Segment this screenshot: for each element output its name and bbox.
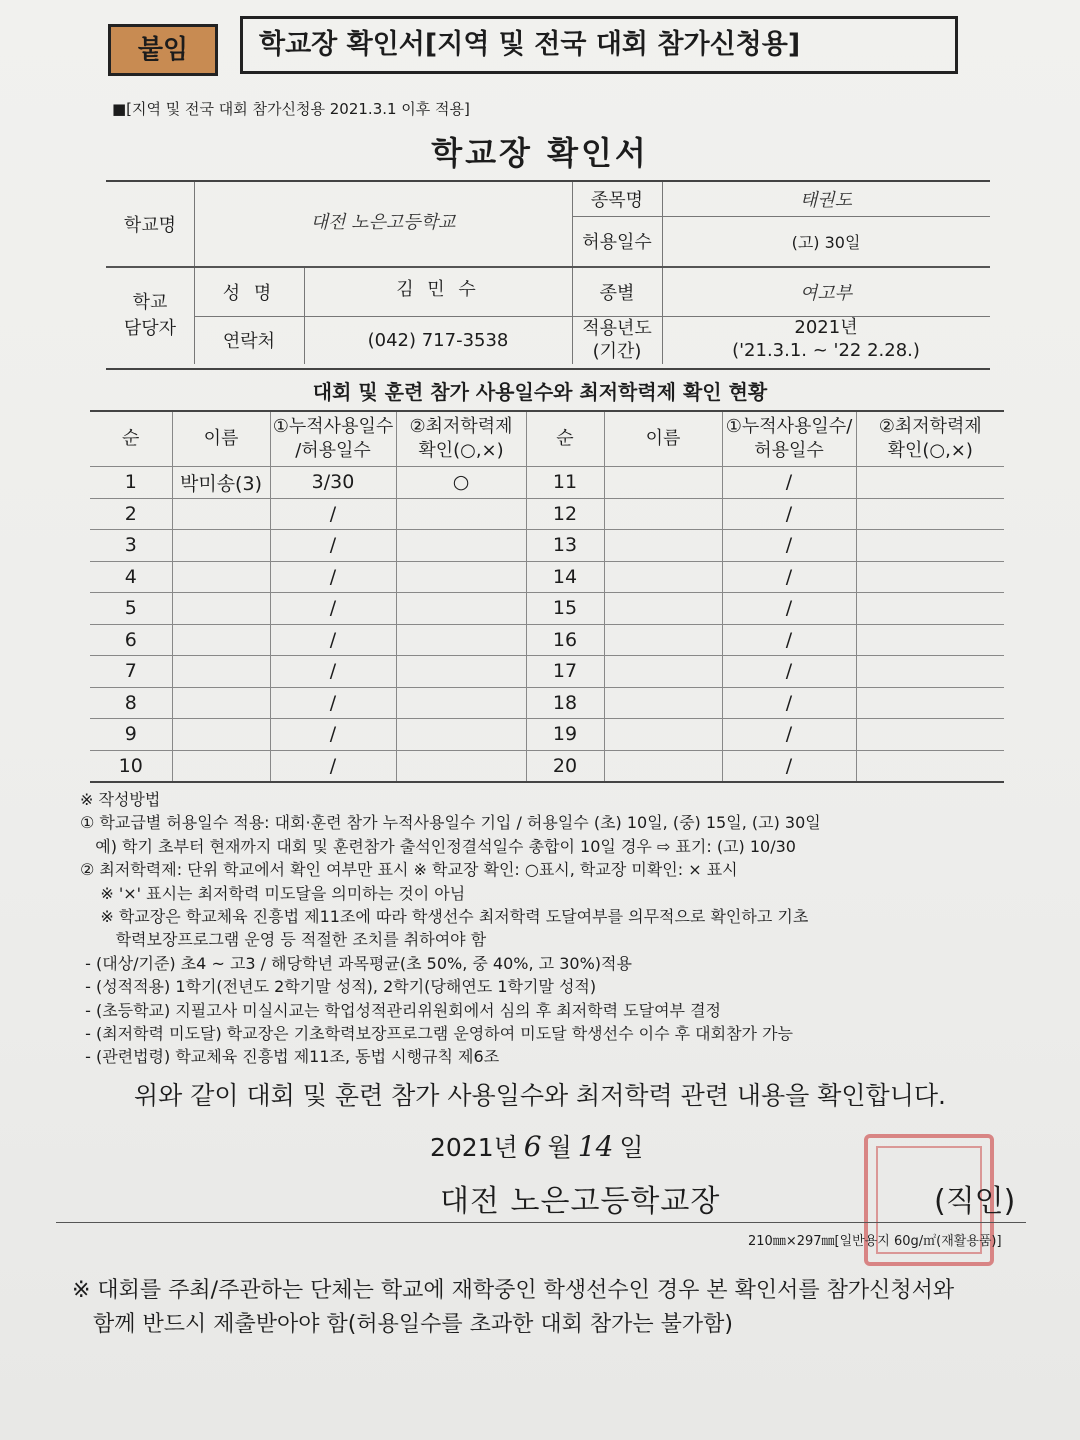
school-name-value: 대전 노은고등학교 <box>310 212 456 233</box>
allowed-days-value: (고) 30일 <box>791 232 861 252</box>
cell-name <box>172 593 270 625</box>
note-line: ① 학교급별 허용일수 적용: 대회·훈련 참가 누적사용일수 기입 / 허용일수 (초) 10일, (중) 15일, (고) 30일 <box>80 813 821 833</box>
cell-days: / <box>270 498 396 530</box>
bottom-divider <box>56 1222 1026 1223</box>
cell-ok2 <box>856 530 1004 562</box>
note-line: - (성적적용) 1학기(전년도 2학기말 성적), 2학기(당해연도 1학기말 성적) <box>80 977 597 997</box>
date-month: 6 <box>523 1130 542 1163</box>
cell-n2: 15 <box>526 593 604 625</box>
header-name: 이름 <box>172 411 270 467</box>
cell-n2: 18 <box>526 687 604 719</box>
cell-name2 <box>604 687 722 719</box>
cell-days2: / <box>722 498 856 530</box>
roster-header-row <box>90 411 1004 467</box>
cell-days: / <box>270 719 396 751</box>
cell-ok <box>396 750 526 782</box>
allowed-days-label: 허용일수 <box>582 232 652 253</box>
cell-days2: / <box>722 467 856 499</box>
cell-n: 3 <box>90 530 172 562</box>
year-value: 2021년 <box>794 317 858 338</box>
table-row <box>90 687 1004 719</box>
cell-days: / <box>270 561 396 593</box>
cell-days: / <box>270 530 396 562</box>
section-title: 대회 및 훈련 참가 사용일수와 최저학력제 확인 현황 <box>312 380 768 404</box>
cell-days: 3/30 <box>270 467 396 499</box>
applicability-note: ■[지역 및 전국 대회 참가신청용 2021.3.1 이후 적용] <box>112 100 470 118</box>
cell-n2: 20 <box>526 750 604 782</box>
division-label: 종별 <box>599 283 635 304</box>
cell-ok2 <box>856 561 1004 593</box>
header-academic-2: ②최저학력제 확인(○,×) <box>856 411 1004 467</box>
cell-ok2 <box>856 593 1004 625</box>
cell-days: / <box>270 656 396 688</box>
contact-value: (042) 717-3538 <box>367 329 509 351</box>
cell-ok2 <box>856 467 1004 499</box>
cell-n2: 19 <box>526 719 604 751</box>
header-days-2: ①누적사용일수/ 허용일수 <box>722 411 856 467</box>
cell-name <box>172 530 270 562</box>
cell-n2: 11 <box>526 467 604 499</box>
school-info-table <box>106 180 990 370</box>
cell-name <box>172 624 270 656</box>
cell-days: / <box>270 687 396 719</box>
cell-n2: 12 <box>526 498 604 530</box>
cell-ok2 <box>856 719 1004 751</box>
cell-days2: / <box>722 750 856 782</box>
table-row <box>90 561 1004 593</box>
cell-name <box>172 656 270 688</box>
note-line: 학력보장프로그램 운영 등 적절한 조치를 취하여야 함 <box>80 930 487 950</box>
header-academic: ②최저학력제 확인(○,×) <box>396 411 526 467</box>
cell-name <box>172 498 270 530</box>
school-name-label: 학교명 <box>123 215 177 236</box>
note-line: - (최저학력 미도달) 학교장은 기초학력보장프로그램 운영하여 미도달 학생선수 이수 후 대회참가 가능 <box>80 1024 793 1044</box>
document-title: 학교장 확인서 <box>431 134 649 172</box>
event-label: 종목명 <box>590 190 644 211</box>
cell-days: / <box>270 750 396 782</box>
year-period <box>662 316 990 364</box>
cell-ok2 <box>856 656 1004 688</box>
cell-ok <box>396 593 526 625</box>
paper-spec: 210㎜×297㎜[일반용지 60g/㎡(재활용품)] <box>748 1234 1002 1249</box>
cell-ok2 <box>856 498 1004 530</box>
date-year: 2021년 <box>430 1133 518 1162</box>
cell-name <box>172 561 270 593</box>
cell-ok <box>396 624 526 656</box>
division-value: 여고부 <box>799 283 853 304</box>
date-day-unit: 일 <box>619 1133 644 1162</box>
note-line: - (초등학교) 지필고사 미실시교는 학업성적관리위원회에서 심의 후 최저학력 도달여부 결정 <box>80 1000 721 1020</box>
cell-name <box>172 719 270 751</box>
note-line: - (관련법령) 학교체육 진흥법 제11조, 동법 시행규칙 제6조 <box>80 1047 500 1067</box>
cell-n2: 17 <box>526 656 604 688</box>
cell-name2 <box>604 498 722 530</box>
cell-days2: / <box>722 530 856 562</box>
cell-n: 5 <box>90 593 172 625</box>
cell-ok2 <box>856 687 1004 719</box>
date-month-unit: 월 <box>547 1133 572 1162</box>
event-value: 태권도 <box>799 190 853 211</box>
cell-days2: / <box>722 687 856 719</box>
cell-name2 <box>604 750 722 782</box>
signature-date <box>430 1128 644 1164</box>
person-name-label: 성 명 <box>222 283 276 304</box>
header-days: ①누적사용일수 /허용일수 <box>270 411 396 467</box>
cell-name2 <box>604 561 722 593</box>
cell-days2: / <box>722 624 856 656</box>
cell-days2: / <box>722 561 856 593</box>
cell-ok2 <box>856 624 1004 656</box>
table-row <box>90 530 1004 562</box>
header-title: 학교장 확인서[지역 및 전국 대회 참가신청용] <box>240 16 958 74</box>
table-row <box>90 467 1004 499</box>
table-row <box>90 624 1004 656</box>
note-line: ② 최저학력제: 단위 학교에서 확인 여부만 표시 ※ 학교장 확인: ○표시, 학교장 미확인: × 표시 <box>80 860 738 880</box>
cell-name: 박미송(3) <box>172 467 270 499</box>
cell-ok <box>396 719 526 751</box>
manager-label: 학교 담당자 <box>123 292 177 339</box>
cell-name2 <box>604 656 722 688</box>
footer-note <box>72 1274 1032 1342</box>
cell-name2 <box>604 593 722 625</box>
cell-ok: ○ <box>396 467 526 499</box>
attachment-tag: 붙임 <box>108 24 218 76</box>
cell-days2: / <box>722 719 856 751</box>
principal-name: 대전 노은고등학교장 <box>440 1184 721 1219</box>
note-line: ※ '×' 표시는 최저학력 미도달을 의미하는 것이 아님 <box>80 883 466 903</box>
confirmation-statement: 위와 같이 대회 및 훈련 참가 사용일수와 최저학력 관련 내용을 확인합니다. <box>134 1081 946 1110</box>
cell-n: 8 <box>90 687 172 719</box>
cell-n: 2 <box>90 498 172 530</box>
cell-n2: 14 <box>526 561 604 593</box>
note-line: ※ 학교장은 학교체육 진흥법 제11조에 따라 학생선수 최저학력 도달여부를 의무적으로 확인하고 기초 <box>80 907 809 927</box>
cell-name2 <box>604 624 722 656</box>
table-row <box>90 750 1004 782</box>
cell-n2: 13 <box>526 530 604 562</box>
cell-n: 6 <box>90 624 172 656</box>
cell-days2: / <box>722 656 856 688</box>
contact-label: 연락처 <box>222 331 276 352</box>
period-value: ('21.3.1. ~ '22 2.28.) <box>732 340 920 361</box>
roster-table <box>90 410 1004 783</box>
table-row <box>90 656 1004 688</box>
cell-ok <box>396 656 526 688</box>
cell-n: 1 <box>90 467 172 499</box>
writing-instructions <box>80 788 1020 1069</box>
cell-name <box>172 687 270 719</box>
footer-line: 함께 반드시 제출받아야 함(허용일수를 초과한 대회 참가는 불가함) <box>72 1312 733 1337</box>
cell-ok <box>396 530 526 562</box>
year-label: 적용년도 (기간) <box>582 318 652 362</box>
table-row <box>90 593 1004 625</box>
cell-ok2 <box>856 750 1004 782</box>
cell-n: 10 <box>90 750 172 782</box>
table-row <box>90 498 1004 530</box>
seal-label: (직인) <box>934 1184 1016 1219</box>
header-name-2: 이름 <box>604 411 722 467</box>
table-row <box>90 719 1004 751</box>
cell-days2: / <box>722 593 856 625</box>
cell-ok <box>396 498 526 530</box>
cell-n: 7 <box>90 656 172 688</box>
cell-ok <box>396 561 526 593</box>
header-no-2: 순 <box>526 411 604 467</box>
cell-days: / <box>270 624 396 656</box>
header-no: 순 <box>90 411 172 467</box>
cell-n2: 16 <box>526 624 604 656</box>
note-line: 예) 학기 초부터 현재까지 대회 및 훈련참가 출석인정결석일수 총합이 10일 경우 ⇨ 표기: (고) 10/30 <box>80 836 796 856</box>
cell-name2 <box>604 719 722 751</box>
note-line: - (대상/기준) 초4 ~ 고3 / 해당학년 과목평균(초 50%, 중 40%, 고 30%)적용 <box>80 953 632 973</box>
cell-n: 4 <box>90 561 172 593</box>
cell-n: 9 <box>90 719 172 751</box>
footer-line: ※ 대회를 주최/주관하는 단체는 학교에 재학중인 학생선수인 경우 본 확인서를 참가신청서와 <box>72 1278 955 1303</box>
cell-name <box>172 750 270 782</box>
cell-days: / <box>270 593 396 625</box>
cell-name2 <box>604 530 722 562</box>
notes-heading: ※ 작성방법 <box>80 790 161 809</box>
roster-body <box>90 467 1004 783</box>
date-day: 14 <box>577 1130 614 1163</box>
cell-name2 <box>604 467 722 499</box>
cell-ok <box>396 687 526 719</box>
person-name-value: 김 민 수 <box>396 279 480 300</box>
